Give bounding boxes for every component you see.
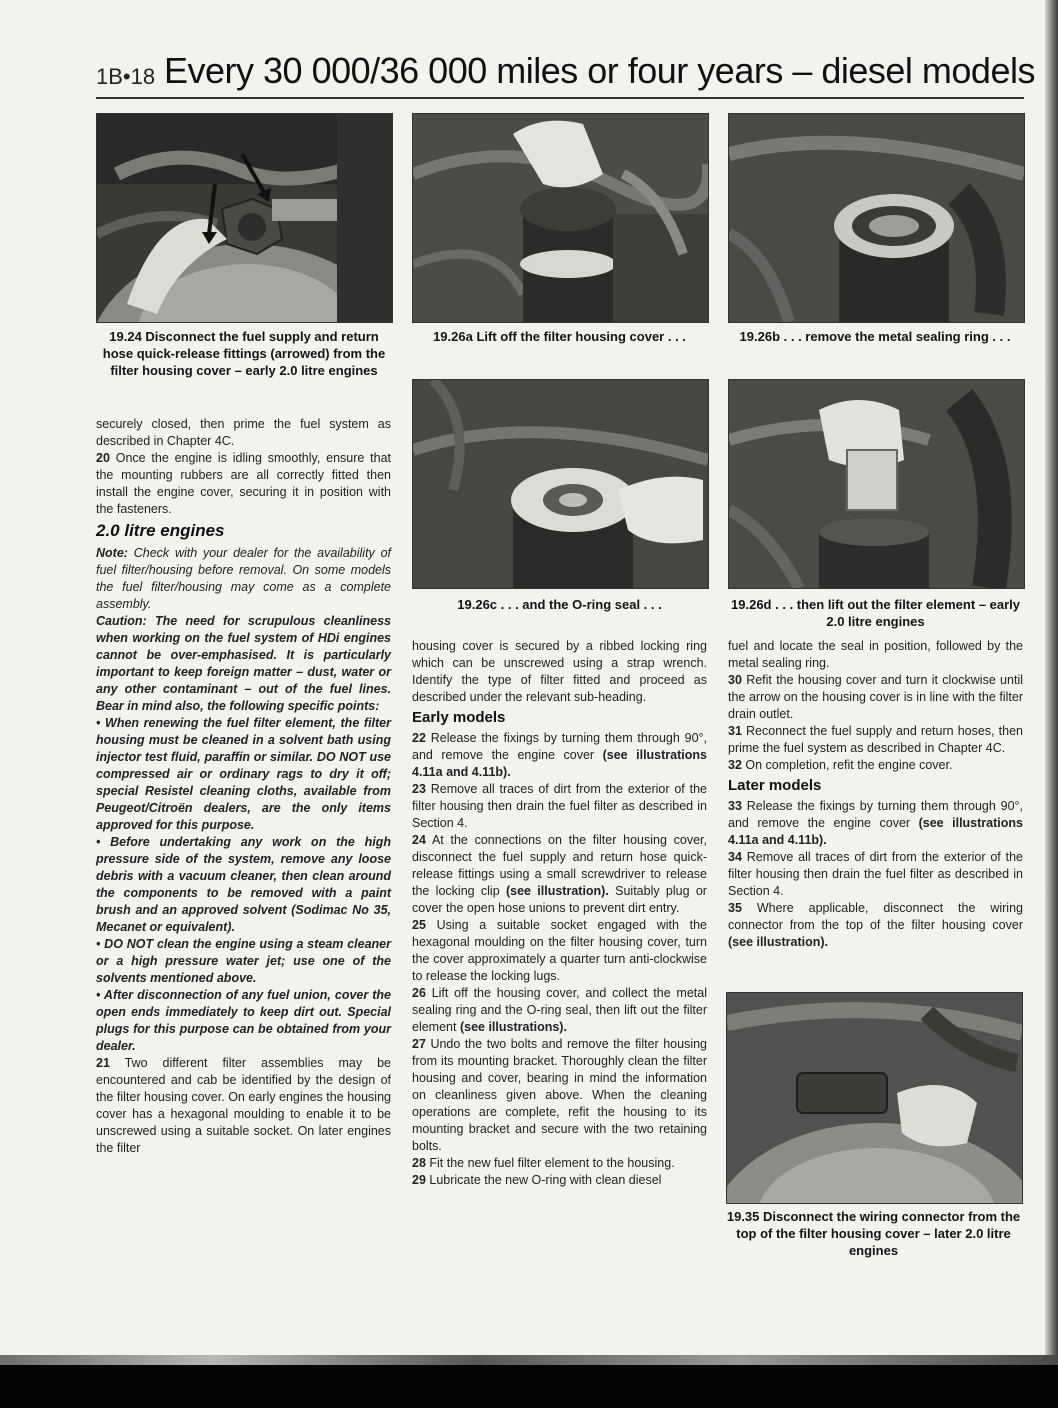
photo-19-24 bbox=[96, 113, 393, 323]
caption-19-26d: 19.26d . . . then lift out the filter element – early 2.0 litre engines bbox=[731, 597, 1020, 629]
text-column-1 bbox=[96, 416, 391, 1157]
text-column-3 bbox=[728, 638, 1023, 951]
bullet-item: • Before undertaking any work on the high pressure side of the system, remove any loose debris with a vacuum cleaner, then clean around the components to be removed with a paint brush and an approved solvent (Sodimac No 35, Mecanet or equivalent). bbox=[96, 835, 391, 934]
paragraph-35: 35 Where applicable, disconnect the wiring connector from the top of the filter housing cover (see illustration). bbox=[728, 901, 1023, 949]
paragraph-continued: housing cover is secured by a ribbed locking ring which can be unscrewed using a strap wrench. Identify the type of filter fitted and proceed as described under the relevant sub-heading. bbox=[412, 639, 707, 704]
paragraph-33: 33 Release the fixings by turning them through 90°, and remove the engine cover (see illustrations 4.11a and 4.11b). bbox=[728, 799, 1023, 847]
page-header bbox=[96, 48, 1035, 98]
bullet-item: • DO NOT clean the engine using a steam cleaner or a high pressure water jet; use one of the solvents mentioned above. bbox=[96, 937, 391, 985]
photo-19-26d bbox=[728, 379, 1025, 589]
caution-paragraph: Caution: The need for scrupulous cleanliness when working on the fuel system of HDi engines cannot be over-emphasised. It is particularly important to keep foreign matter – dust, water or any other contaminant – out of the fuel lines. Bear in mind also, the following specific points: bbox=[96, 614, 391, 713]
caption-19-35: 19.35 Disconnect the wiring connector from the top of the filter housing cover – later 2.0 litre engines bbox=[726, 1209, 1021, 1258]
photo-19-26a bbox=[412, 113, 709, 323]
caption-19-26c: 19.26c . . . and the O-ring seal . . . bbox=[457, 597, 662, 612]
section-heading-later-models: Later models bbox=[728, 777, 822, 794]
note-paragraph: Note: Check with your dealer for the availability of fuel filter/housing before removal. On some models the fuel filter/housing may come as a complete assembly. bbox=[96, 546, 391, 611]
paragraph-continued: fuel and locate the seal in position, followed by the metal sealing ring. bbox=[728, 639, 1023, 670]
paragraph-continued: securely closed, then prime the fuel system as described in Chapter 4C. bbox=[96, 417, 391, 448]
paragraph-31: 31 Reconnect the fuel supply and return hoses, then prime the fuel system as described in Chapter 4C. bbox=[728, 724, 1023, 755]
page-number: 1B•18 bbox=[96, 64, 156, 89]
paragraph-28: 28 Fit the new fuel filter element to the housing. bbox=[412, 1156, 675, 1170]
photo-19-26c bbox=[412, 379, 709, 589]
section-heading-early-models: Early models bbox=[412, 709, 506, 726]
text-column-2 bbox=[412, 638, 707, 1189]
photo-19-35 bbox=[726, 992, 1023, 1204]
section-heading-2-0-litre: 2.0 litre engines bbox=[96, 521, 225, 540]
paragraph-32: 32 On completion, refit the engine cover. bbox=[728, 758, 953, 772]
bullet-item: • After disconnection of any fuel union, cover the open ends immediately to keep dirt out. Special plugs for this purpose can be obtained from your dealer. bbox=[96, 988, 391, 1053]
bullet-item: • When renewing the fuel filter element, the filter housing must be cleaned in a solvent bath using injector test fluid, paraffin or similar. DO NOT use compressed air or ordinary rags to dry it off; special Resistel cleaning cloths, available from Peugeot/Citroën dealers, are the only items approved for this purpose. bbox=[96, 716, 391, 832]
paragraph-27: 27 Undo the two bolts and remove the filter housing from its mounting bracket. Thoroughly clean the filter housing and cover, bearing in mind the information on cleanliness given above. When the cleaning operations are complete, refit the housing to its mounting bracket and secure with the two retaining bolts. bbox=[412, 1037, 707, 1153]
header-rule bbox=[96, 97, 1024, 99]
paragraph-24: 24 At the connections on the filter housing cover, disconnect the fuel supply and return hose quick-release fittings using a small screwdriver to release the locking clip (see illustration). Suitably plug or cover the open hose unions to prevent dirt entry. bbox=[412, 833, 707, 915]
paragraph-22: 22 Release the fixings by turning them through 90°, and remove the engine cover (see illustrations 4.11a and 4.11b). bbox=[412, 731, 707, 779]
paragraph-21: 21 Two different filter assemblies may be encountered and cab be identified by the design of the filter housing cover. On early engines the housing cover has a hexagonal moulding to enable it to be unscrewed using a suitable socket. On later engines the filter bbox=[96, 1056, 392, 1155]
caption-19-26b: 19.26b . . . remove the metal sealing ring . . . bbox=[739, 329, 1011, 344]
caption-19-26a: 19.26a Lift off the filter housing cover . . . bbox=[433, 329, 686, 344]
paragraph-30: 30 Refit the housing cover and turn it clockwise until the arrow on the housing cover is in line with the filter drain outlet. bbox=[728, 673, 1023, 721]
paragraph-34: 34 Remove all traces of dirt from the exterior of the filter housing then drain the fuel filter as described in Section 4. bbox=[728, 850, 1023, 898]
page-title: Every 30 000/36 000 miles or four years – diesel models bbox=[164, 50, 1035, 91]
paragraph-25: 25 Using a suitable socket engaged with the hexagonal moulding on the filter housing cover, turn the cover approximately a quarter turn anti-clockwise to release the locking lugs. bbox=[412, 918, 707, 983]
paragraph-23: 23 Remove all traces of dirt from the exterior of the filter housing then drain the fuel filter as described in Section 4. bbox=[412, 782, 707, 830]
paragraph-29: 29 Lubricate the new O-ring with clean diesel bbox=[412, 1173, 662, 1187]
photo-19-26b bbox=[728, 113, 1025, 323]
page-edge-shadow bbox=[1045, 0, 1058, 1360]
paragraph-26: 26 Lift off the housing cover, and collect the metal sealing ring and the O-ring seal, then lift out the filter element (see illustrations). bbox=[412, 986, 707, 1034]
caption-19-24: 19.24 Disconnect the fuel supply and return hose quick-release fittings (arrowed) from the filter housing cover – early 2.0 litre engines bbox=[102, 329, 386, 378]
paragraph-20: 20 Once the engine is idling smoothly, ensure that the mounting rubbers are all correctly fitted then install the engine cover, securing it in position with the fasteners. bbox=[96, 451, 391, 516]
scan-bottom-strip bbox=[0, 1355, 1058, 1365]
